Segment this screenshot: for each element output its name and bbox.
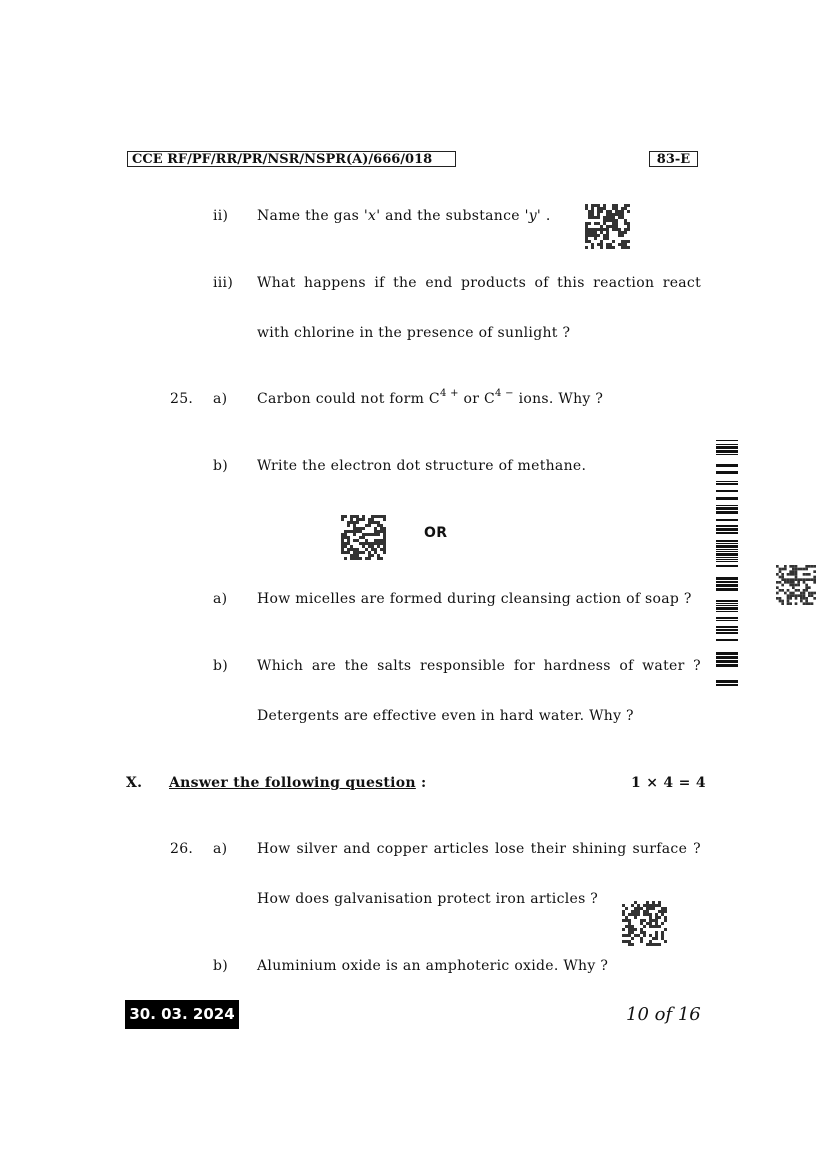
q26-a-line1: How silver and copper articles lose their shining surface ?	[257, 841, 701, 857]
q26-b-label: b)	[213, 958, 229, 974]
q25-a-post: ions. Why ?	[513, 391, 604, 407]
q25-alt-a-text: How micelles are formed during cleansing action of soap ?	[257, 591, 692, 607]
q24-ii-text	[257, 208, 551, 224]
section-marks: 1 × 4 = 4	[631, 775, 706, 791]
page-number: 10 of 16	[626, 1004, 701, 1025]
q26-a-label: a)	[213, 841, 228, 857]
q24-ii-part-a: Name the gas	[257, 208, 364, 224]
q24-iii-line1: What happens if the end products of this reaction react	[257, 275, 701, 291]
q25-number: 25.	[170, 391, 194, 407]
q25-alt-b-line1: Which are the salts responsible for hardness of water ?	[257, 658, 701, 674]
q25-alt-a-label: a)	[213, 591, 228, 607]
q25-a-sup-minus: 4 −	[495, 388, 514, 399]
qr-code-icon	[341, 515, 386, 560]
barcode-icon	[716, 436, 738, 686]
q24-ii-number: ii)	[213, 208, 229, 224]
section-colon: :	[415, 775, 427, 791]
q25-alt-b-label: b)	[213, 658, 229, 674]
q25-a-mid: or C	[458, 391, 496, 407]
q25-b-text: Write the electron dot structure of methane.	[257, 458, 587, 474]
exam-code: CCE RF/PF/RR/PR/NSR/NSPR(A)/666/018	[127, 151, 456, 167]
q26-a-line2: How does galvanisation protect iron articles ?	[257, 891, 599, 907]
q25-b-label: b)	[213, 458, 229, 474]
q25-a-pre: Carbon could not form C	[257, 391, 440, 407]
q24-iii-number: iii)	[213, 275, 234, 291]
q25-a-label: a)	[213, 391, 228, 407]
qr-code-icon	[776, 565, 816, 605]
q25-a-sup-plus: 4 +	[439, 388, 459, 399]
q25-alt-b-line2: Detergents are effective even in hard water. Why ?	[257, 708, 634, 724]
q24-ii-part-c: .	[541, 208, 551, 224]
paper-code: 83-E	[649, 151, 698, 167]
qr-code-icon	[585, 204, 630, 249]
q24-iii-line2: with chlorine in the presence of sunlight ?	[257, 325, 571, 341]
qr-code-icon	[622, 901, 667, 946]
q26-b-text: Aluminium oxide is an amphoteric oxide. Why ?	[257, 958, 609, 974]
section-title: Answer the following question	[169, 775, 416, 791]
q26-number: 26.	[170, 841, 194, 857]
q25-a-text	[257, 388, 604, 407]
section-heading	[169, 775, 427, 791]
exam-date: 30. 03. 2024	[125, 1000, 239, 1029]
q24-ii-x: 'x'	[363, 208, 381, 224]
q24-ii-part-b: and the substance	[380, 208, 525, 224]
or-separator: OR	[424, 525, 448, 541]
section-number: X.	[126, 775, 143, 791]
q24-ii-y: 'y'	[524, 208, 542, 224]
